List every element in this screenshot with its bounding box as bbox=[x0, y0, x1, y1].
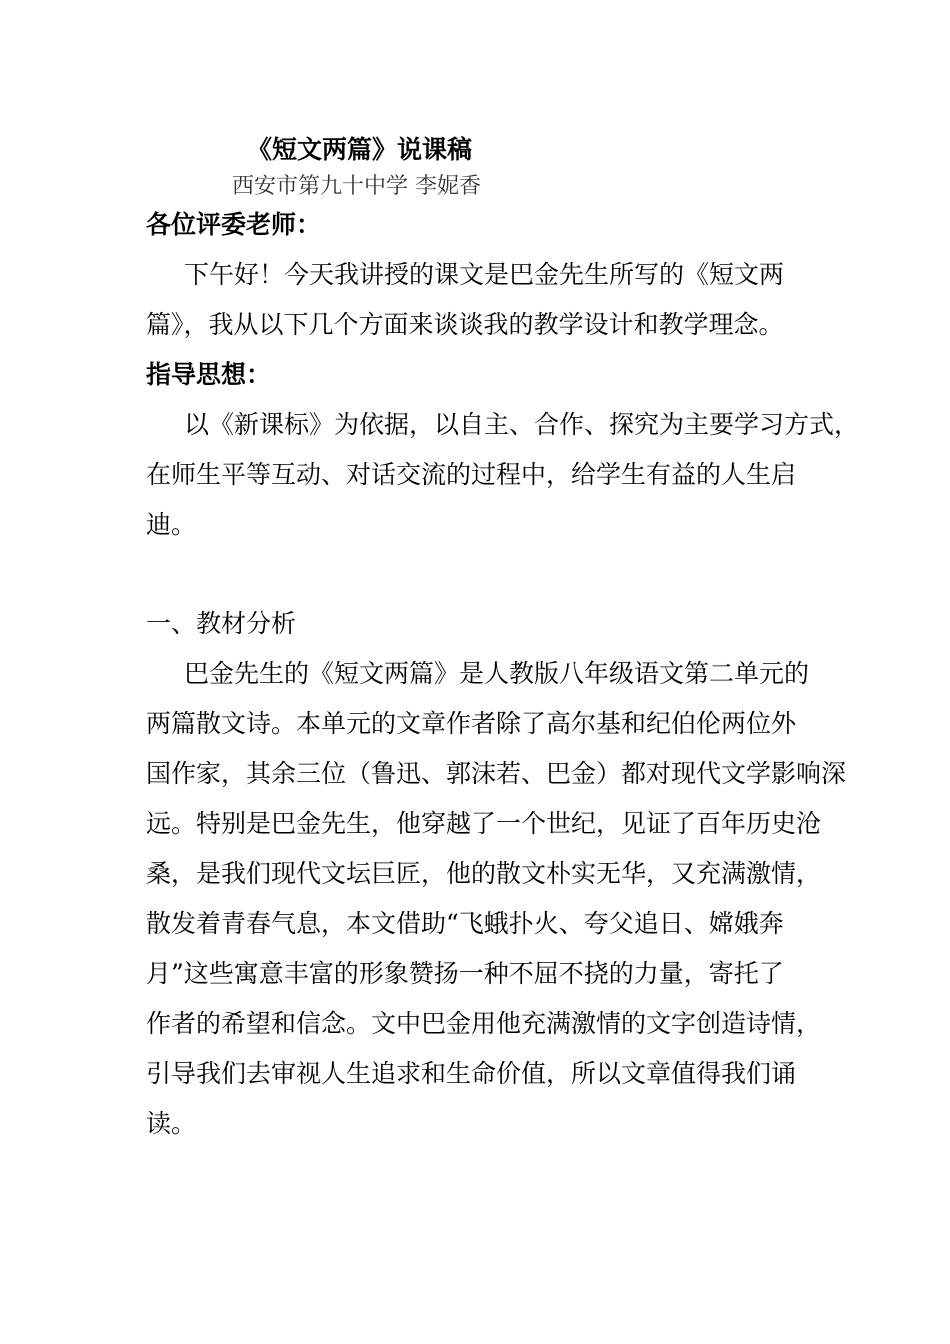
salutation: 各位评委老师： bbox=[146, 210, 322, 239]
paragraph-line: 引导我们去审视人生追求和生命价值，所以文章值得我们诵 bbox=[146, 1059, 797, 1088]
section-textbook-analysis bbox=[146, 599, 847, 1149]
author-line: 西安市第九十中学 李妮香 bbox=[232, 174, 481, 199]
paragraph-line: 散发着青春气息，本文借助“飞蛾扑火、夸父追日、嫦娥奔 bbox=[146, 909, 784, 938]
paragraph-line: 巴金先生的《短文两篇》是人教版八年级语文第二单元的 bbox=[184, 659, 810, 688]
paragraph-line: 远。特别是巴金先生，他穿越了一个世纪，见证了百年历史沧 bbox=[146, 809, 822, 838]
document-title: 《短文两篇》说课稿 bbox=[247, 135, 473, 164]
paragraph-line: 迪。 bbox=[146, 510, 197, 539]
paragraph-line: 读。 bbox=[146, 1109, 197, 1138]
paragraph-line: 以《新课标》为依据，以自主、合作、探究为主要学习方式， bbox=[184, 410, 860, 439]
paragraph-line: 下午好！今天我讲授的课文是巴金先生所写的《短文两 bbox=[184, 260, 785, 289]
paragraph-line: 国作家，其余三位（鲁迅、郭沫若、巴金）都对现代文学影响深 bbox=[146, 759, 847, 788]
guiding-heading: 指导思想： bbox=[146, 360, 272, 389]
paragraph-line: 两篇散文诗。本单元的文章作者除了高尔基和纪伯伦两位外 bbox=[146, 709, 797, 738]
paragraph-line: 月”这些寓意丰富的形象赞扬一种不屈不挠的力量，寄托了 bbox=[146, 959, 784, 988]
paragraph-line: 篇》，我从以下几个方面来谈谈我的教学设计和教学理念。 bbox=[146, 310, 784, 339]
paragraph-line: 作者的希望和信念。文中巴金用他充满激情的文字创造诗情， bbox=[146, 1009, 822, 1038]
paragraph-line: 在师生平等互动、对话交流的过程中，给学生有益的人生启 bbox=[146, 460, 797, 489]
section-heading: 一、教材分析 bbox=[146, 609, 297, 638]
intro-block bbox=[146, 200, 860, 550]
paragraph-line: 桑，是我们现代文坛巨匠，他的散文朴实无华，又充满激情， bbox=[146, 859, 822, 888]
